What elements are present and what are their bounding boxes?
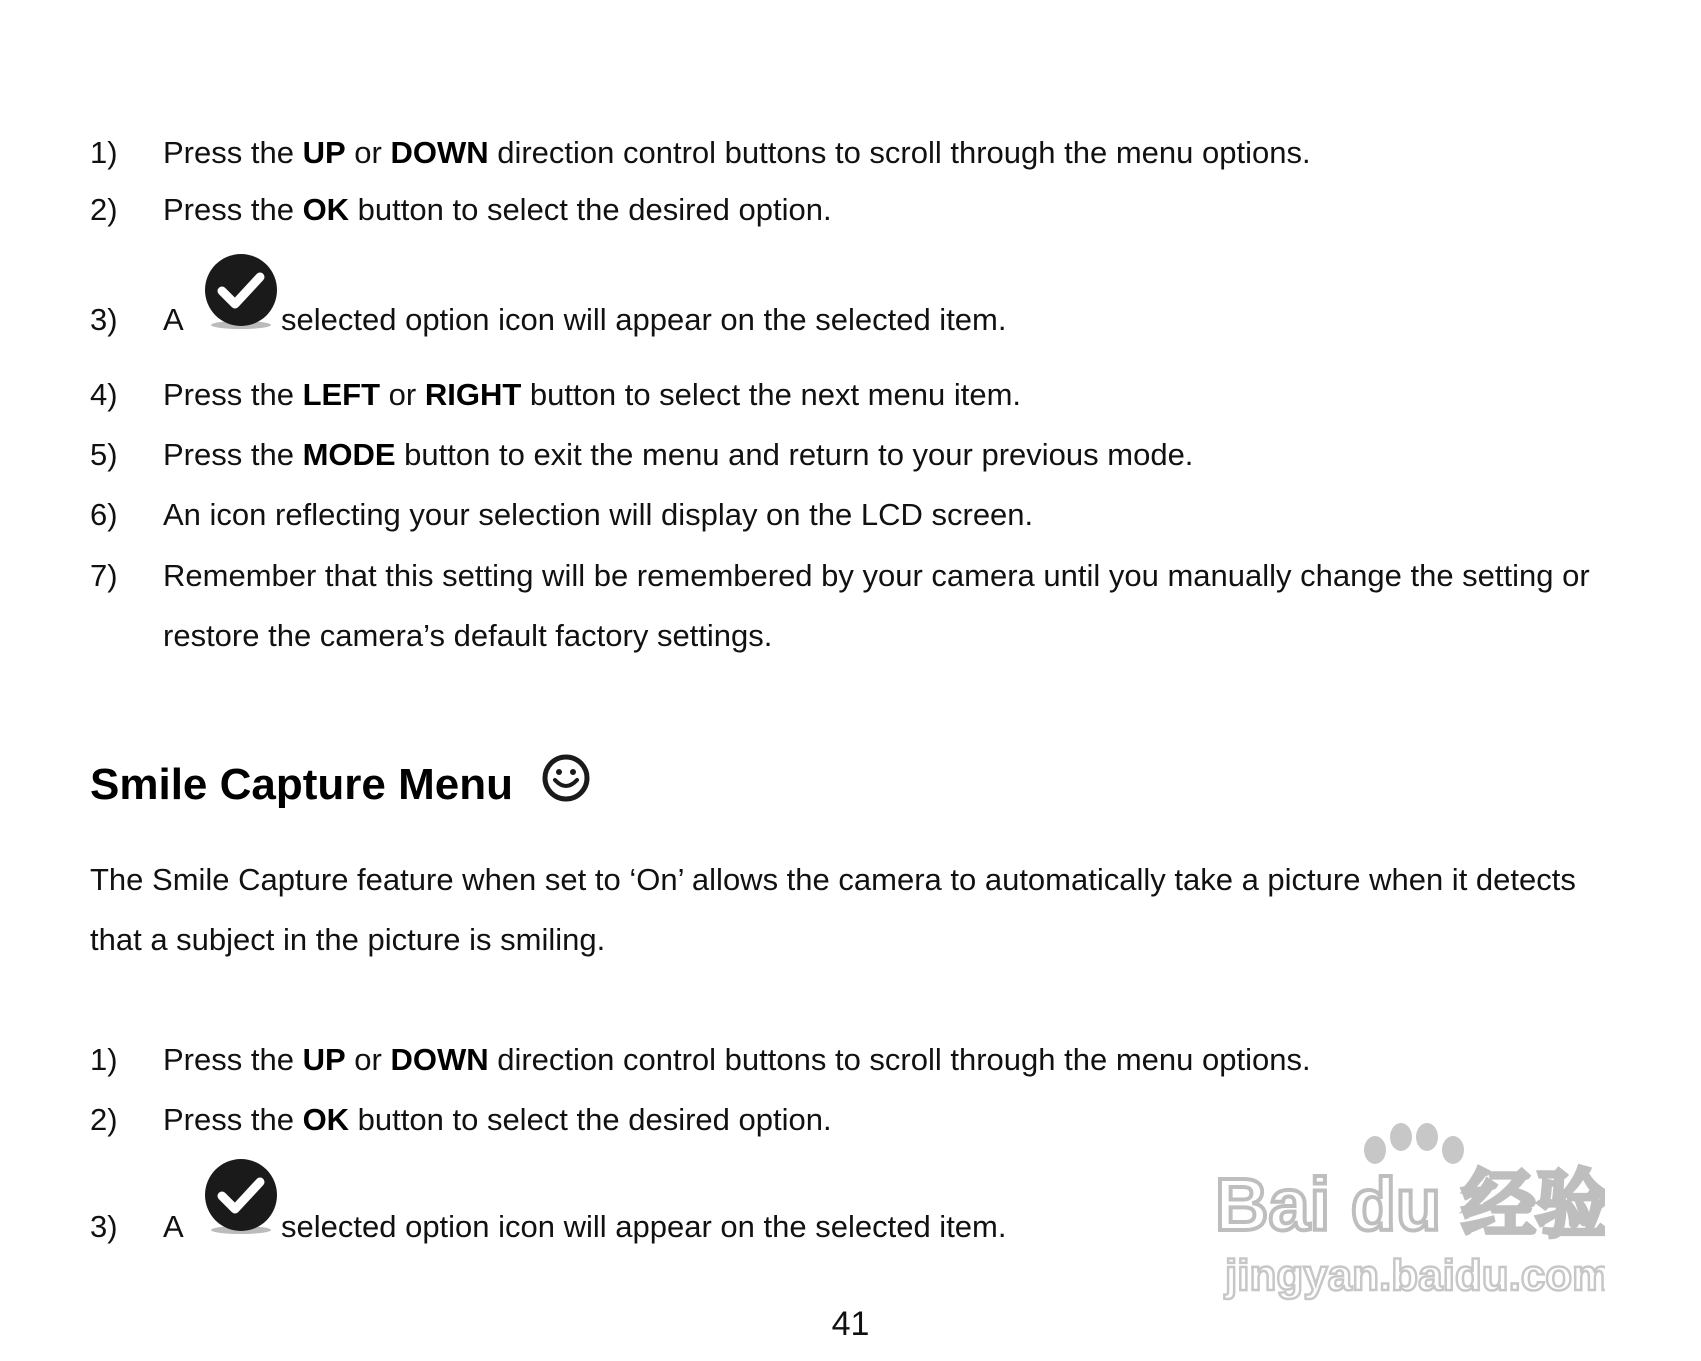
button-name: DOWN: [390, 135, 489, 170]
list-item: 6) An icon reflecting your selection will display on the LCD screen.: [90, 495, 1033, 535]
item-number: 1): [90, 135, 118, 170]
section-heading: Smile Capture Menu: [90, 760, 513, 809]
list-item: 5) Press the MODE button to exit the menu and return to your previous mode.: [90, 435, 1193, 475]
button-name: LEFT: [302, 377, 381, 412]
item-number: 2): [90, 1102, 118, 1137]
page-number: 41: [831, 1305, 870, 1343]
button-name: DOWN: [390, 1042, 489, 1077]
baidu-watermark: [1215, 1115, 1605, 1305]
check-circle-icon: [202, 1158, 280, 1236]
baidu-paw-icon: [1364, 1123, 1464, 1164]
button-name: UP: [302, 1042, 346, 1077]
list-item: 2) Press the OK button to select the desired option.: [90, 190, 832, 230]
item-number: 4): [90, 377, 118, 412]
button-name: RIGHT: [424, 377, 522, 412]
smiley-icon: [540, 752, 592, 804]
item-number: 5): [90, 437, 118, 472]
list-item: 3) A: [90, 1207, 184, 1247]
button-name: UP: [302, 135, 346, 170]
watermark-brand: Bai du 经验: [1215, 1163, 1605, 1246]
list-item: 1) Press the UP or DOWN direction control buttons to scroll through the menu options.: [90, 1040, 1311, 1080]
manual-page: 1) Press the UP or DOWN direction control buttons to scroll through the menu options. 2) Press the OK button to select the desired option. 3) A selected option icon will appear on the selected item. 4) Press the LEFT or RIGHT button to select the next menu item. 5) Press the MODE button to exit the menu and return to your previous mode. 6) An icon reflecting your selection will display on the LCD screen. 7) Remember that this setting will be remembered by your camera until you manually change the setting or restore the camera’s default factory settings. Smile Capture Menu The Smile Capture feature when set to ‘On’ allows the camera to automatically take a picture when it detects that a subject in the picture is smiling. 1) Press the UP or DOWN direction control buttons to scroll through the menu options. 2) Press the OK button to select the desired option. 3) A selected option icon will appear on the selected item. Bai du 经验 jingyan.baidu.com 41: [0, 0, 1701, 1361]
button-name: OK: [302, 192, 350, 227]
list-item: 4) Press the LEFT or RIGHT button to select the next menu item.: [90, 375, 1021, 415]
list-item: 3) A: [90, 300, 184, 340]
item-number: 1): [90, 1042, 118, 1077]
item-number: 2): [90, 192, 118, 227]
description-line: that a subject in the picture is smiling.: [90, 922, 606, 957]
watermark-url: jingyan.baidu.com: [1225, 1251, 1605, 1300]
item-number: 3): [90, 302, 118, 337]
item-number: 6): [90, 497, 118, 532]
button-name: OK: [302, 1102, 350, 1137]
description-line: The Smile Capture feature when set to ‘On’ allows the camera to automatically take a picture when it detects: [90, 862, 1576, 897]
list-item: 2) Press the OK button to select the desired option.: [90, 1100, 832, 1140]
item-number: 3): [90, 1209, 118, 1244]
list-item: 7) Remember that this setting will be remembered by your camera until you manually change the setting or: [90, 556, 1590, 596]
check-circle-icon: [202, 253, 280, 331]
button-name: MODE: [302, 437, 396, 472]
list-item: 1) Press the UP or DOWN direction control buttons to scroll through the menu options.: [90, 133, 1311, 173]
item-number: 7): [90, 558, 118, 593]
